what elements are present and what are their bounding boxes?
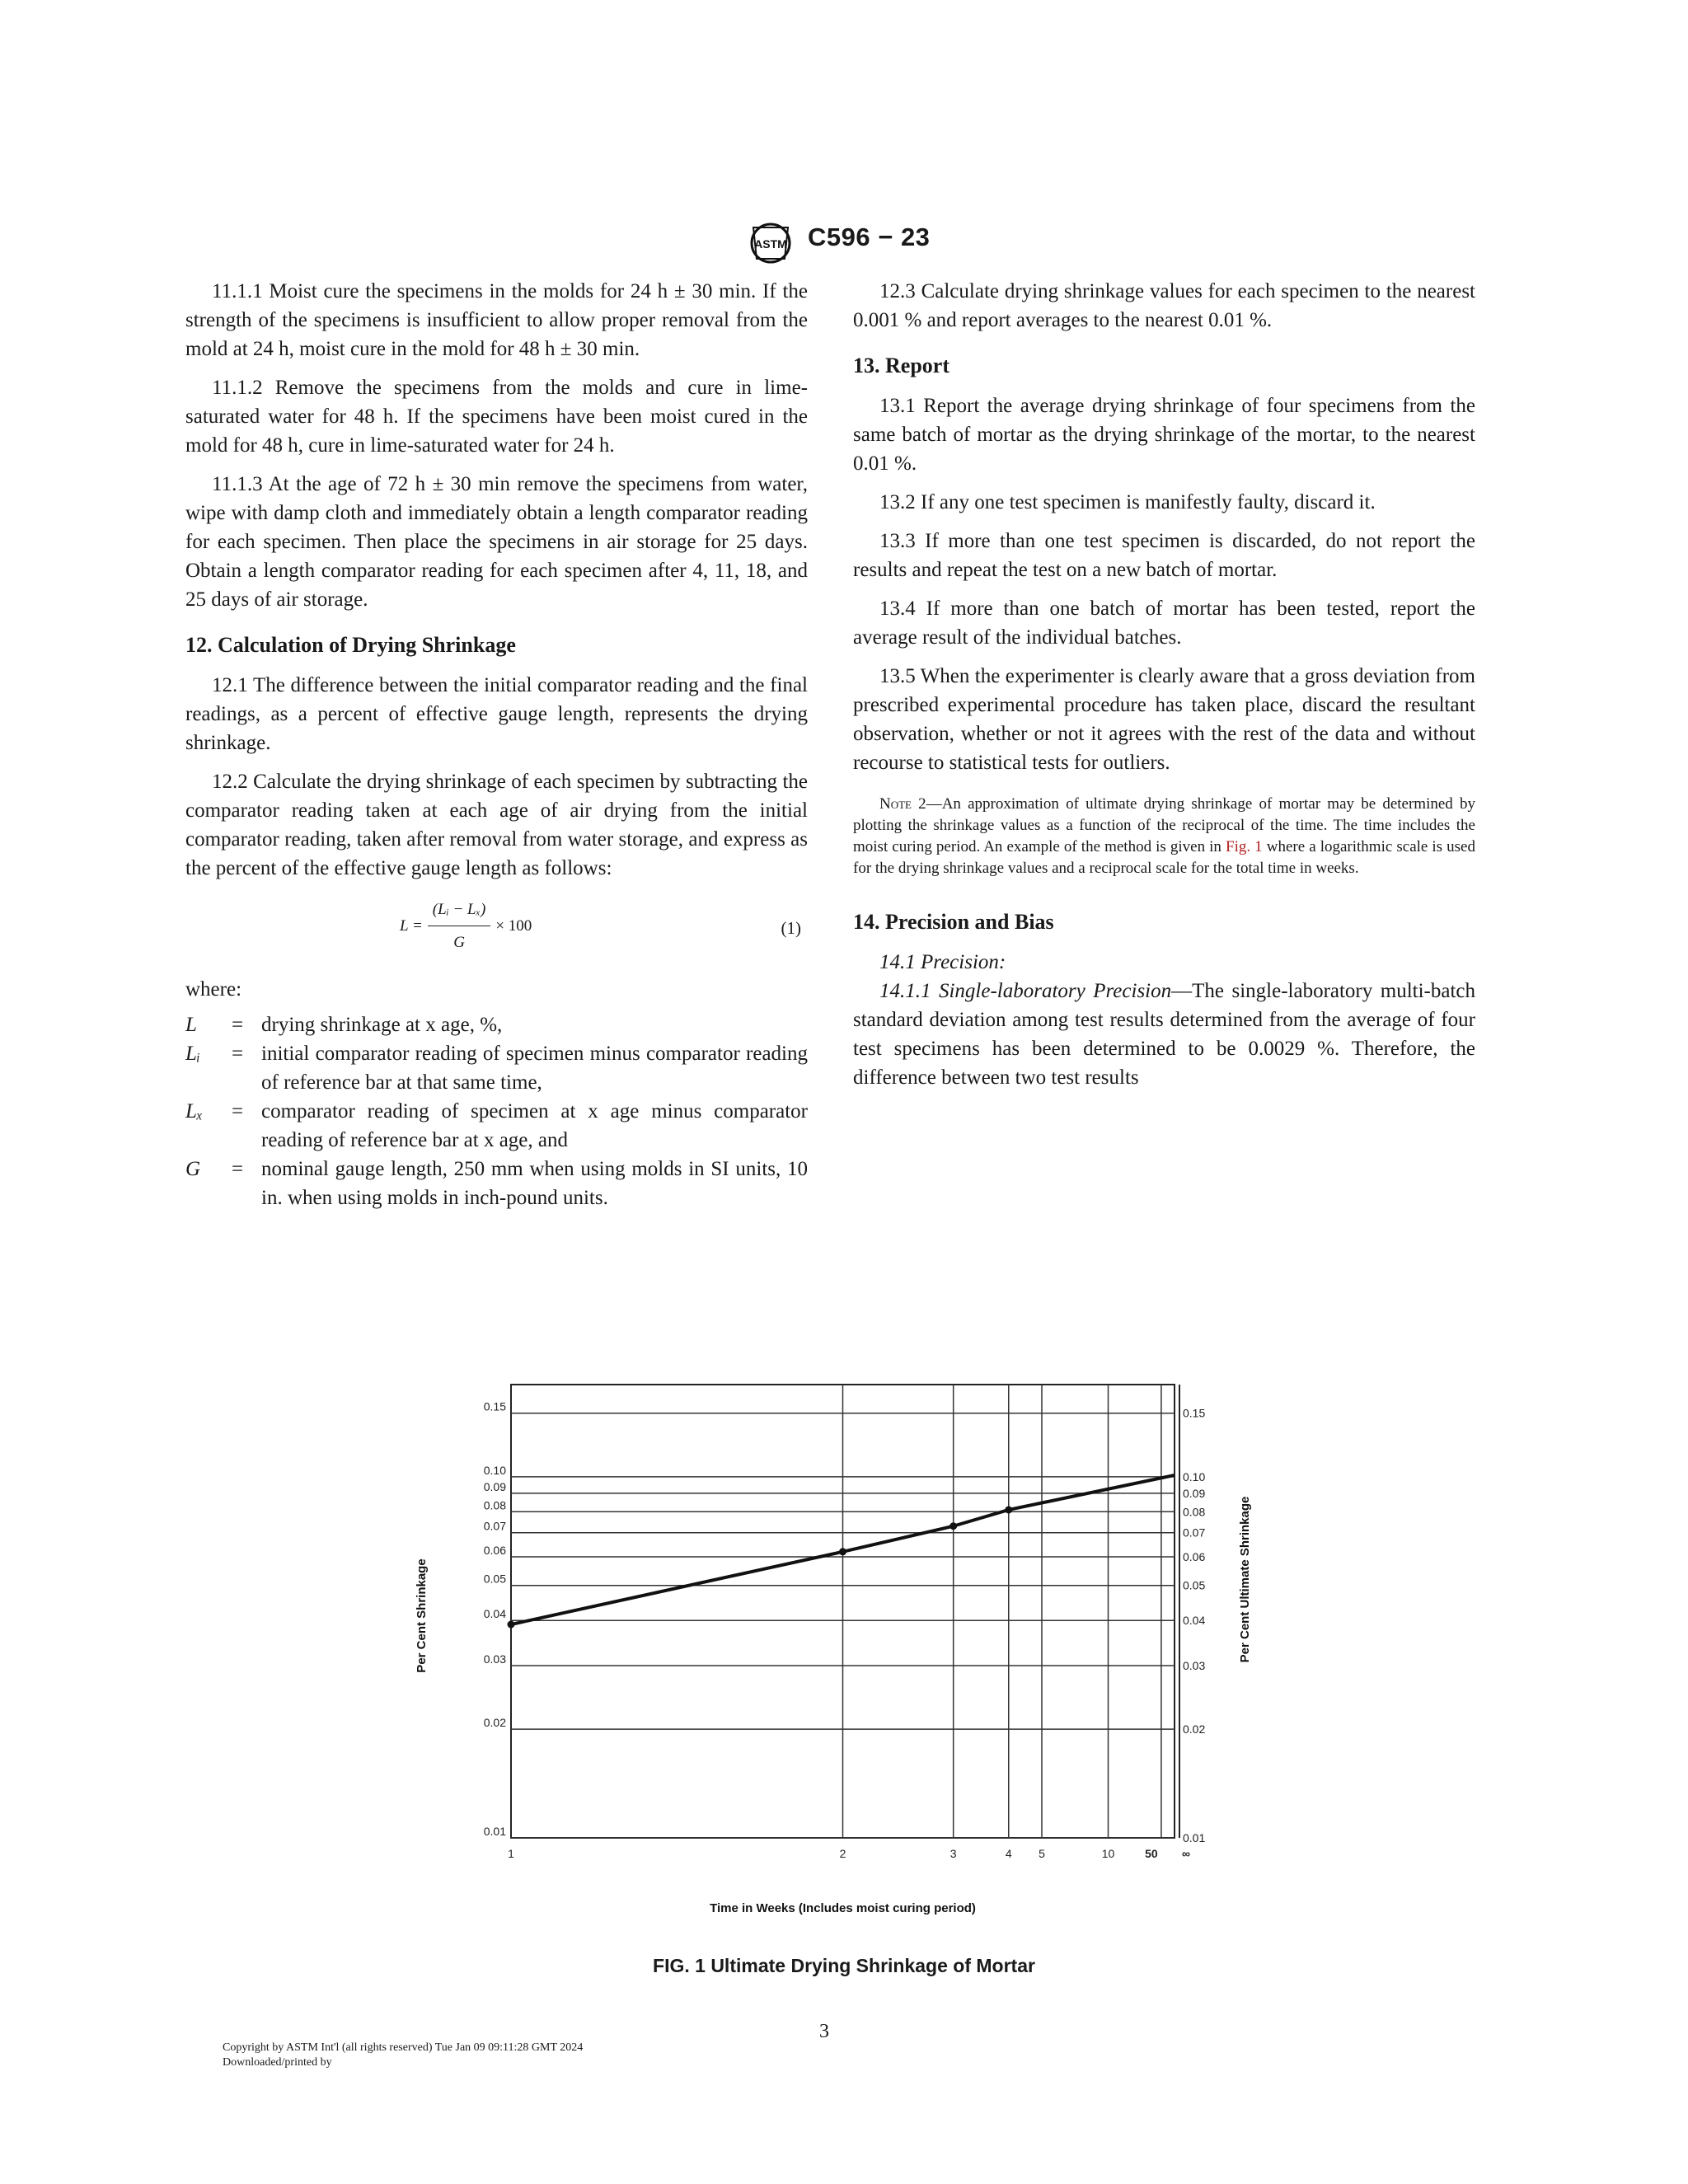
y-tick-label: 0.01 [483, 1825, 506, 1838]
right-column [853, 277, 1475, 1102]
paragraph-12-3: 12.3 Calculate drying shrinkage values for each specimen to the nearest 0.001 % and report averages to the nearest 0.01 %. [853, 280, 1475, 331]
paragraph-13-5: 13.5 When the experimenter is clearly aware that a gross deviation from prescribed experimental procedure has taken place, discard the resultant observation, whether or not it agrees with the rest of the data and without recourse to statistical tests for outliers. [853, 665, 1475, 774]
definition-row [185, 1155, 808, 1212]
paragraph-14-1-1 [853, 977, 1475, 1092]
figure-caption: FIG. 1 Ultimate Drying Shrinkage of Mortar [653, 1955, 1035, 1976]
paragraph-11-1-1: 11.1.1 Moist cure the specimens in the molds for 24 h ± 30 min. If the strength of the specimens is insufficient to allow proper removal from the mold at 24 h, moist cure in the mold for 48 h ± 30 min. [185, 280, 808, 360]
definition-equals: = [232, 1158, 244, 1180]
paragraph-13-2: 13.2 If any one test specimen is manifestly faulty, discard it. [879, 491, 1376, 513]
note-2 [853, 794, 1475, 879]
x-axis-label: Time in Weeks (Includes moist curing period) [710, 1901, 976, 1915]
x-tick-label: 5 [1039, 1847, 1045, 1860]
page-number: 3 [819, 2021, 829, 2042]
equation-denominator: G [453, 933, 465, 951]
x-tick-label: ∞ [1182, 1847, 1190, 1860]
x-tick-label: 50 [1145, 1847, 1158, 1860]
y-tick-label-right: 0.15 [1183, 1406, 1206, 1420]
y-tick-label: 0.05 [483, 1572, 506, 1586]
definition-row [185, 1010, 808, 1039]
paragraph-11-1-2: 11.1.2 Remove the specimens from the molds and cure in lime-saturated water for 48 h. If the specimens have been moist cured in the mold for 48 h, cure in lime-saturated water for 24 h. [185, 377, 808, 457]
note-label: Note 2 [879, 795, 926, 813]
paragraph-14-1: 14.1 Precision: [879, 951, 1006, 973]
section-heading-12: 12. Calculation of Drying Shrinkage [185, 633, 516, 657]
figure-reference-link[interactable]: Fig. 1 [1226, 838, 1263, 855]
y-tick-label-right: 0.02 [1183, 1722, 1206, 1736]
y-axis-label-right: Per Cent Ultimate Shrinkage [1238, 1496, 1252, 1663]
definition-symbol: L [185, 1014, 197, 1036]
equation-1 [185, 894, 808, 957]
definition-symbol: Lᵢ [185, 1043, 200, 1065]
shrinkage-chart-svg [0, 1343, 1688, 1953]
equation-rhs: × 100 [495, 916, 532, 935]
y-tick-label-right: 0.08 [1183, 1505, 1206, 1519]
definition-text: comparator reading of specimen at x age minus comparator reading of reference bar at x age, and [261, 1100, 808, 1151]
data-point [950, 1522, 957, 1530]
equation-number: (1) [781, 918, 801, 938]
definition-text: drying shrinkage at x age, %, [261, 1014, 503, 1036]
y-tick-label-right: 0.03 [1183, 1658, 1206, 1672]
y-tick-label: 0.08 [483, 1498, 506, 1512]
x-tick-label: 3 [950, 1847, 957, 1860]
paragraph-14-1-1-label: 14.1.1 Single-laboratory Precision [879, 980, 1172, 1002]
y-tick-label-right: 0.07 [1183, 1526, 1206, 1540]
paragraph-13-3: 13.3 If more than one test specimen is discarded, do not report the results and repeat the test on a new batch of mortar. [853, 530, 1475, 581]
x-tick-label: 4 [1005, 1847, 1012, 1860]
y-tick-label: 0.09 [483, 1479, 506, 1493]
logo-text: ASTM [754, 237, 787, 251]
paragraph-12-1: 12.1 The difference between the initial comparator reading and the final readings, as a percent of effective gauge length, represents the drying shrinkage. [185, 674, 808, 754]
definition-text: initial comparator reading of specimen minus comparator reading of reference bar at that same time, [261, 1043, 808, 1094]
paragraph-11-1-3: 11.1.3 At the age of 72 h ± 30 min remove the specimens from water, wipe with damp cloth and immediately obtain a length comparator reading for each specimen. Then place the specimens in air storage for 25 days. Obtain a length comparator reading for each specimen after 4, 11, 18, and 25 days of air storage. [185, 473, 808, 611]
y-tick-label-right: 0.04 [1183, 1614, 1206, 1628]
equation-numerator: (Lᵢ − Lₓ) [428, 895, 491, 926]
y-tick-label: 0.03 [483, 1652, 506, 1666]
note-text-before: —An approximation of ultimate drying shrinkage of mortar may be determined by plotting the shrinkage values as a function of the reciprocal of the time. The time includes the moist curing period. An example of the method is given in [853, 795, 1475, 855]
copyright-line-1: Copyright by ASTM Int'l (all rights reserved) Tue Jan 09 09:11:28 GMT 2024 [223, 2041, 584, 2054]
definition-row [185, 1039, 808, 1097]
copyright-notice [223, 2041, 583, 2070]
definitions-list [185, 1010, 808, 1212]
paragraph-14-1-1-text: —The single-laboratory multi-batch standard deviation among test results determined from the average of four test specimens has been determined to be 0.0029 %. Therefore, the difference between two test results [853, 980, 1475, 1089]
definition-row [185, 1097, 808, 1155]
y-tick-label: 0.02 [483, 1716, 506, 1730]
where-label: where: [185, 978, 242, 1001]
x-tick-label: 1 [508, 1847, 514, 1860]
section-heading-14: 14. Precision and Bias [853, 910, 1054, 934]
y-tick-label-right: 0.01 [1183, 1831, 1206, 1844]
data-point [1005, 1506, 1012, 1513]
section-heading-13: 13. Report [853, 354, 950, 377]
astm-logo-icon [738, 221, 803, 269]
y-tick-label: 0.04 [483, 1607, 506, 1621]
left-column [185, 277, 808, 1212]
paragraph-13-1: 13.1 Report the average drying shrinkage of four specimens from the same batch of mortar as the drying shrinkage of the mortar, to the nearest 0.01 %. [853, 395, 1475, 475]
y-tick-label: 0.07 [483, 1519, 506, 1533]
y-tick-label-right: 0.10 [1183, 1469, 1206, 1483]
definition-equals: = [232, 1043, 244, 1065]
y-tick-label: 0.15 [483, 1399, 506, 1413]
definition-text: nominal gauge length, 250 mm when using molds in SI units, 10 in. when using molds in inch-pound units. [261, 1158, 808, 1209]
note-text-after: where a logarithmic scale is used for the drying shrinkage values and a reciprocal scale for the total time in weeks. [853, 838, 1475, 877]
definition-equals: = [232, 1014, 244, 1036]
figure-1-chart [0, 1343, 1688, 1986]
y-tick-label: 0.10 [483, 1463, 506, 1477]
y-tick-label-right: 0.06 [1183, 1550, 1206, 1564]
definition-equals: = [232, 1100, 244, 1122]
paragraph-12-2: 12.2 Calculate the drying shrinkage of each specimen by subtracting the comparator reading taken at each age of air drying from the initial comparator reading, taken after removal from water storage, and express as the percent of the effective gauge length as follows: [185, 771, 808, 879]
x-tick-label: 2 [839, 1847, 846, 1860]
copyright-line-2: Downloaded/printed by [223, 2056, 332, 2069]
y-axis-label: Per Cent Shrinkage [415, 1558, 429, 1673]
data-point [839, 1548, 846, 1555]
paragraph-13-4: 13.4 If more than one batch of mortar has been tested, report the average result of the individual batches. [853, 598, 1475, 649]
x-tick-label: 10 [1101, 1847, 1115, 1860]
y-tick-label: 0.06 [483, 1544, 506, 1558]
y-tick-label-right: 0.05 [1183, 1578, 1206, 1592]
definition-symbol: G [185, 1158, 201, 1180]
y-tick-label-right: 0.09 [1183, 1486, 1206, 1500]
document-designation: C596 − 23 [808, 223, 931, 251]
equation-lhs: L = [400, 916, 423, 935]
data-point [508, 1621, 515, 1629]
definition-symbol: Lₓ [185, 1100, 204, 1122]
